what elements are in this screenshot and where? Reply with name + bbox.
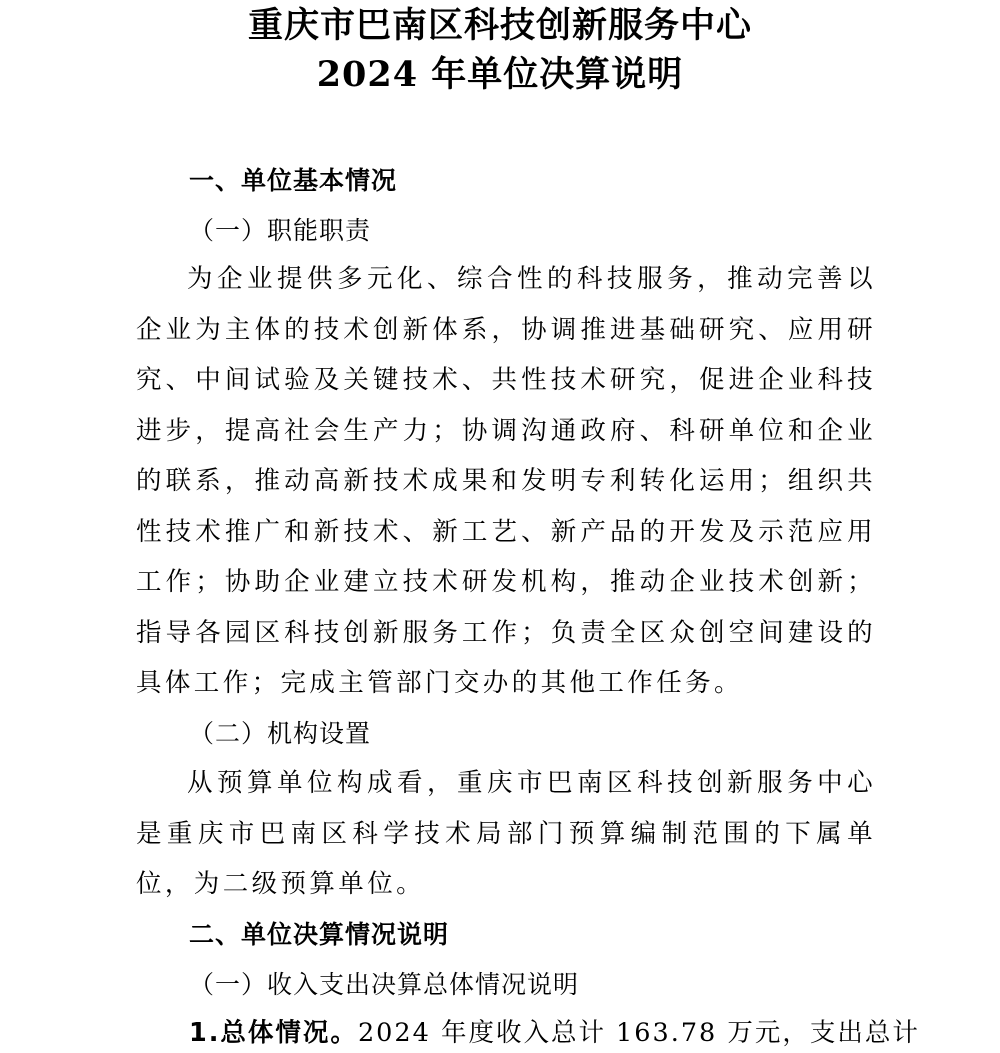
section2-item1-line <box>189 1018 920 1048</box>
section2-item1-text: 2024 年度收入总计 163.78 万元，支出总计 <box>357 1018 920 1048</box>
section1-heading: 一、单位基本情况 <box>189 166 398 195</box>
document-title-line1: 重庆市巴南区科技创新服务中心 <box>247 5 752 46</box>
section2-sub1-heading: （一）收入支出决算总体情况说明 <box>189 970 580 999</box>
section2-item1-lead: 1.总体情况。 <box>189 1018 358 1048</box>
document-title-line2: 2024 年单位决算说明 <box>316 54 684 95</box>
section2-heading: 二、单位决算情况说明 <box>189 920 450 949</box>
section1-sub1-heading: （一）职能职责 <box>189 216 372 245</box>
section1-sub2-paragraph: 从预算单位构成看，重庆市巴南区科技创新服务中心是重庆市巴南区科学技术局部门预算编制范围的下属单位，为二级预算单位。 <box>136 768 876 899</box>
section1-sub1-paragraph: 为企业提供多元化、综合性的科技服务，推动完善以企业为主体的技术创新体系，协调推进基础研究、应用研究、中间试验及关键技术、共性技术研究，促进企业科技进步，提高社会生产力；协调沟通政府、科研单位和企业的联系，推动高新技术成果和发明专利转化运用；组织共性技术推广和新技术、新工艺、新产品的开发及示范应用工作；协助企业建立技术研发机构，推动企业技术创新；指导各园区科技创新服务工作；负责全区众创空间建设的具体工作；完成主管部门交办的其他工作任务。 <box>136 264 876 698</box>
section1-sub2-heading: （二）机构设置 <box>189 719 372 748</box>
